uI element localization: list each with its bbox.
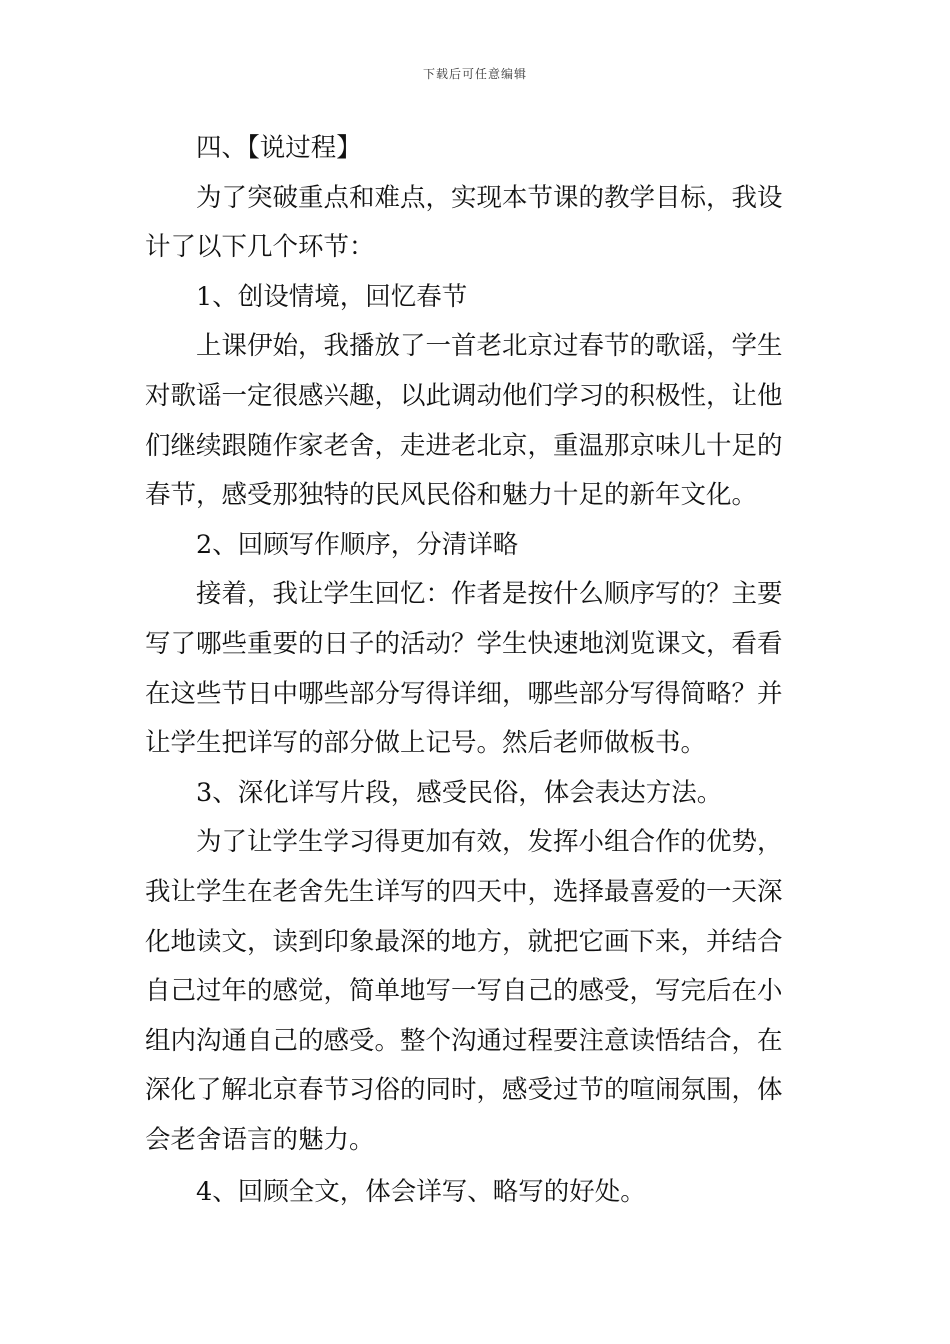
paragraph-line: 计了以下几个环节： bbox=[145, 232, 375, 263]
paragraph-line: 为了让学生学习得更加有效，发挥小组合作的优势， bbox=[196, 827, 783, 858]
subheading-step-4: 4、回顾全文，体会详写、略写的好处。 bbox=[196, 1177, 646, 1208]
paragraph-line: 们继续跟随作家老舍，走进老北京，重温那京味儿十足的 bbox=[145, 430, 783, 461]
paragraph-line: 组内沟通自己的感受。整个沟通过程要注意读悟结合，在 bbox=[145, 1025, 783, 1056]
subheading-step-3: 3、深化详写片段，感受民俗，体会表达方法。 bbox=[196, 777, 723, 808]
paragraph-line: 在这些节日中哪些部分写得详细，哪些部分写得简略？并 bbox=[145, 678, 783, 709]
subheading-step-2: 2、回顾写作顺序，分清详略 bbox=[196, 529, 519, 560]
section-heading: 四、【说过程】 bbox=[196, 133, 362, 163]
paragraph-line: 让学生把详写的部分做上记号。然后老师做板书。 bbox=[145, 728, 707, 759]
paragraph-line: 春节，感受那独特的民风民俗和魅力十足的新年文化。 bbox=[145, 480, 758, 511]
paragraph-line: 写了哪些重要的日子的活动？学生快速地浏览课文，看看 bbox=[145, 628, 783, 659]
paragraph-line: 化地读文，读到印象最深的地方，就把它画下来，并结合 bbox=[145, 926, 783, 957]
paragraph-line: 会老舍语言的魅力。 bbox=[145, 1124, 375, 1155]
paragraph-line: 接着，我让学生回忆：作者是按什么顺序写的？主要 bbox=[196, 579, 783, 610]
paragraph-line: 上课伊始，我播放了一首老北京过春节的歌谣，学生 bbox=[196, 331, 783, 362]
paragraph-line: 对歌谣一定很感兴趣，以此调动他们学习的积极性，让他 bbox=[145, 380, 783, 411]
paragraph-line: 自己过年的感觉，简单地写一写自己的感受，写完后在小 bbox=[145, 976, 783, 1007]
paragraph-line: 为了突破重点和难点，实现本节课的教学目标，我设 bbox=[196, 182, 783, 213]
document-body bbox=[145, 124, 807, 1218]
paragraph-line: 我让学生在老舍先生详写的四天中，选择最喜爱的一天深 bbox=[145, 876, 783, 907]
paragraph-line: 深化了解北京春节习俗的同时，感受过节的喧闹氛围，体 bbox=[145, 1075, 783, 1106]
page-header-note: 下载后可任意编辑 bbox=[422, 67, 527, 81]
subheading-step-1: 1、创设情境，回忆春节 bbox=[196, 281, 468, 312]
